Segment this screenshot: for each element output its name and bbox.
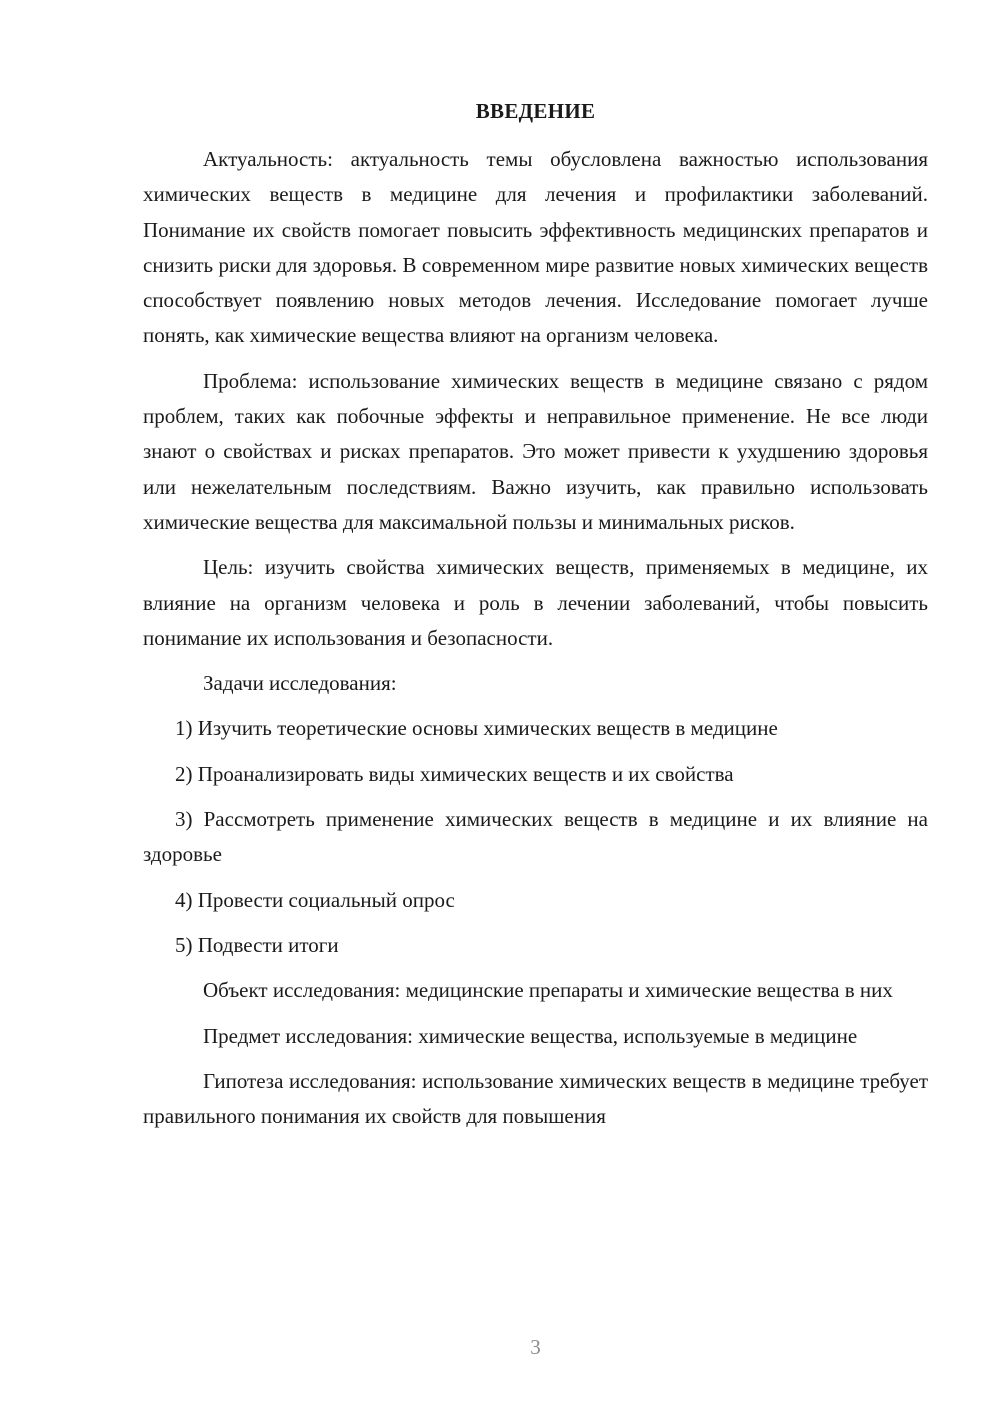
document-body	[143, 142, 928, 1144]
object-paragraph: Объект исследования: медицинские препараты и химические вещества в них	[203, 978, 893, 1003]
page-number: 3	[530, 1335, 541, 1359]
page-heading: ВВЕДЕНИЕ	[475, 99, 596, 123]
subject-paragraph: Предмет исследования: химические вещества, используемые в медицине	[203, 1023, 858, 1048]
task-item: 3) Рассмотреть применение химических веществ в медицине и их влияние на здоровье	[143, 807, 928, 867]
tasks-title: Задачи исследования:	[203, 671, 397, 696]
task-item: 2) Проанализировать виды химических веществ и их свойства	[175, 761, 734, 786]
goal-paragraph: Цель: изучить свойства химических веществ, применяемых в медицине, их влияние на организм человека и роль в лечении заболеваний, чтобы повысить понимание их использования и безопасности.	[143, 555, 928, 650]
task-item: 4) Провести социальный опрос	[175, 887, 455, 912]
problem-paragraph: Проблема: использование химических веществ в медицине связано с рядом проблем, таких как побочные эффекты и неправильное применение. Не все люди знают о свойствах и рисках препаратов. Это может привести к ухудшению здоровья или нежелательным последствиям. Важно изучить, как правильно использовать химические вещества для максимальной пользы и минимальных рисков.	[143, 368, 928, 534]
hypothesis-paragraph: Гипотеза исследования: использование химических веществ в медицине требует правильного понимания их свойств для повышения	[143, 1068, 928, 1129]
task-item: 1) Изучить теоретические основы химических веществ в медицине	[175, 716, 778, 741]
relevance-paragraph: Актуальность: актуальность темы обусловлена важностью использования химических веществ в медицине для лечения и профилактики заболеваний. Понимание их свойств помогает повысить эффективность медицинских препаратов и снизить риски для здоровья. В современном мире развитие новых химических веществ способствует появлению новых методов лечения. Исследование помогает лучше понять, как химические вещества влияют на организм человека.	[143, 147, 928, 348]
task-item: 5) Подвести итоги	[175, 932, 339, 957]
document-page	[143, 0, 928, 1414]
